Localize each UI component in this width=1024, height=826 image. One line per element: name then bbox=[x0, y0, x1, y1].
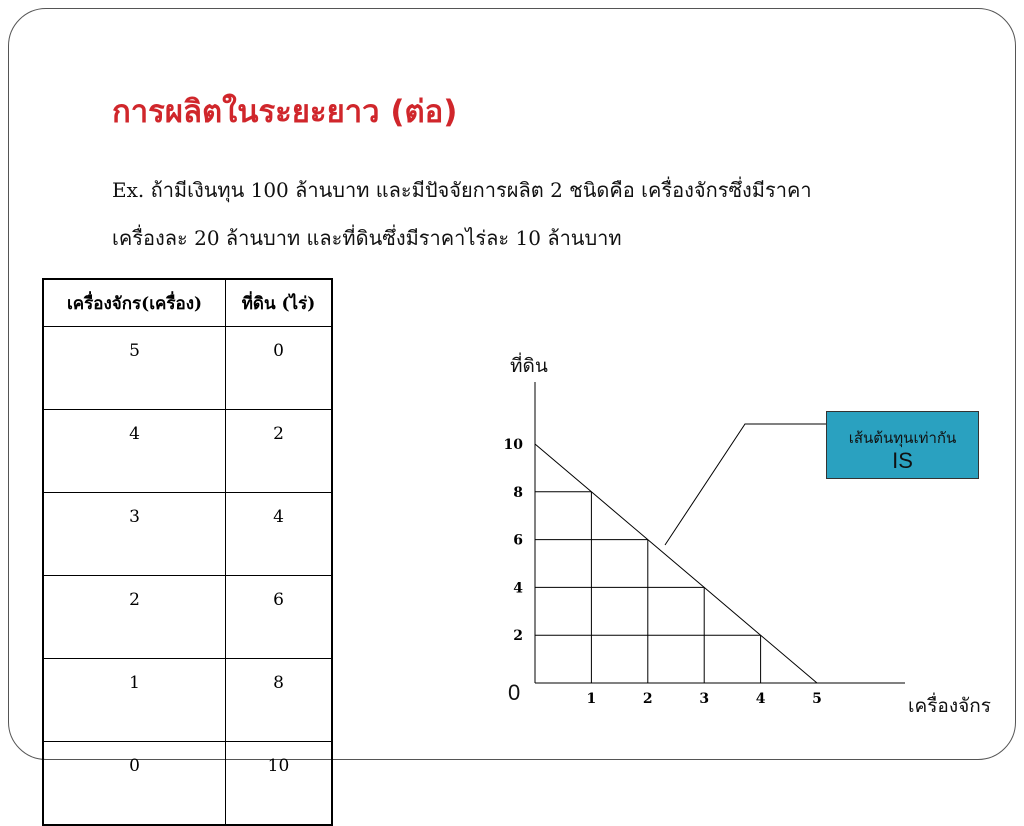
cell-land: 4 bbox=[226, 493, 333, 576]
header-machines: เครื่องจักร(เครื่อง) bbox=[43, 279, 226, 327]
isocost-label-box bbox=[826, 411, 979, 479]
x-tick-label: 2 bbox=[642, 691, 653, 707]
x-tick-label: 3 bbox=[699, 691, 710, 707]
example-line-2: เครื่องละ 20 ล้านบาท และที่ดินซึ่งมีราคาไร่ละ 10 ล้านบาท bbox=[112, 226, 622, 250]
origin-label: 0 bbox=[508, 680, 521, 705]
isocost-abbrev: IS bbox=[892, 448, 913, 473]
annotation-leader-line bbox=[665, 424, 826, 545]
cell-machines: 1 bbox=[43, 659, 226, 742]
isocost-line bbox=[535, 444, 817, 683]
x-tick-label: 1 bbox=[586, 691, 597, 707]
example-line-1: Ex. ถ้ามีเงินทุน 100 ล้านบาท และมีปัจจัยการผลิต 2 ชนิดคือ เครื่องจักรซึ่งมีราคา bbox=[112, 178, 812, 202]
cell-land: 0 bbox=[226, 327, 333, 410]
cell-land: 2 bbox=[226, 410, 333, 493]
tick-labels bbox=[504, 437, 822, 707]
grid-lines bbox=[535, 492, 761, 683]
isocost-label: เส้นต้นทุนเท่ากัน bbox=[848, 429, 957, 447]
slide-title: การผลิตในระยะยาว (ต่อ) bbox=[112, 94, 458, 130]
x-tick-label: 5 bbox=[812, 691, 822, 707]
cell-machines: 3 bbox=[43, 493, 226, 576]
y-tick-label: 10 bbox=[503, 437, 523, 453]
y-tick-label: 4 bbox=[513, 580, 523, 597]
cell-machines: 5 bbox=[43, 327, 226, 410]
cell-machines: 2 bbox=[43, 576, 226, 659]
x-axis-label: เครื่องจักร bbox=[908, 695, 991, 717]
cell-machines: 4 bbox=[43, 410, 226, 493]
y-axis-label: ที่ดิน bbox=[510, 355, 548, 377]
x-tick-label: 4 bbox=[755, 691, 766, 707]
cell-land: 8 bbox=[226, 659, 333, 742]
cell-machines: 0 bbox=[43, 742, 226, 826]
y-tick-label: 6 bbox=[513, 532, 523, 549]
y-tick-label: 8 bbox=[513, 484, 523, 501]
cell-land: 6 bbox=[226, 576, 333, 659]
header-land: ที่ดิน (ไร่) bbox=[226, 279, 333, 327]
y-tick-label: 2 bbox=[513, 628, 523, 645]
cell-land: 10 bbox=[226, 742, 333, 826]
